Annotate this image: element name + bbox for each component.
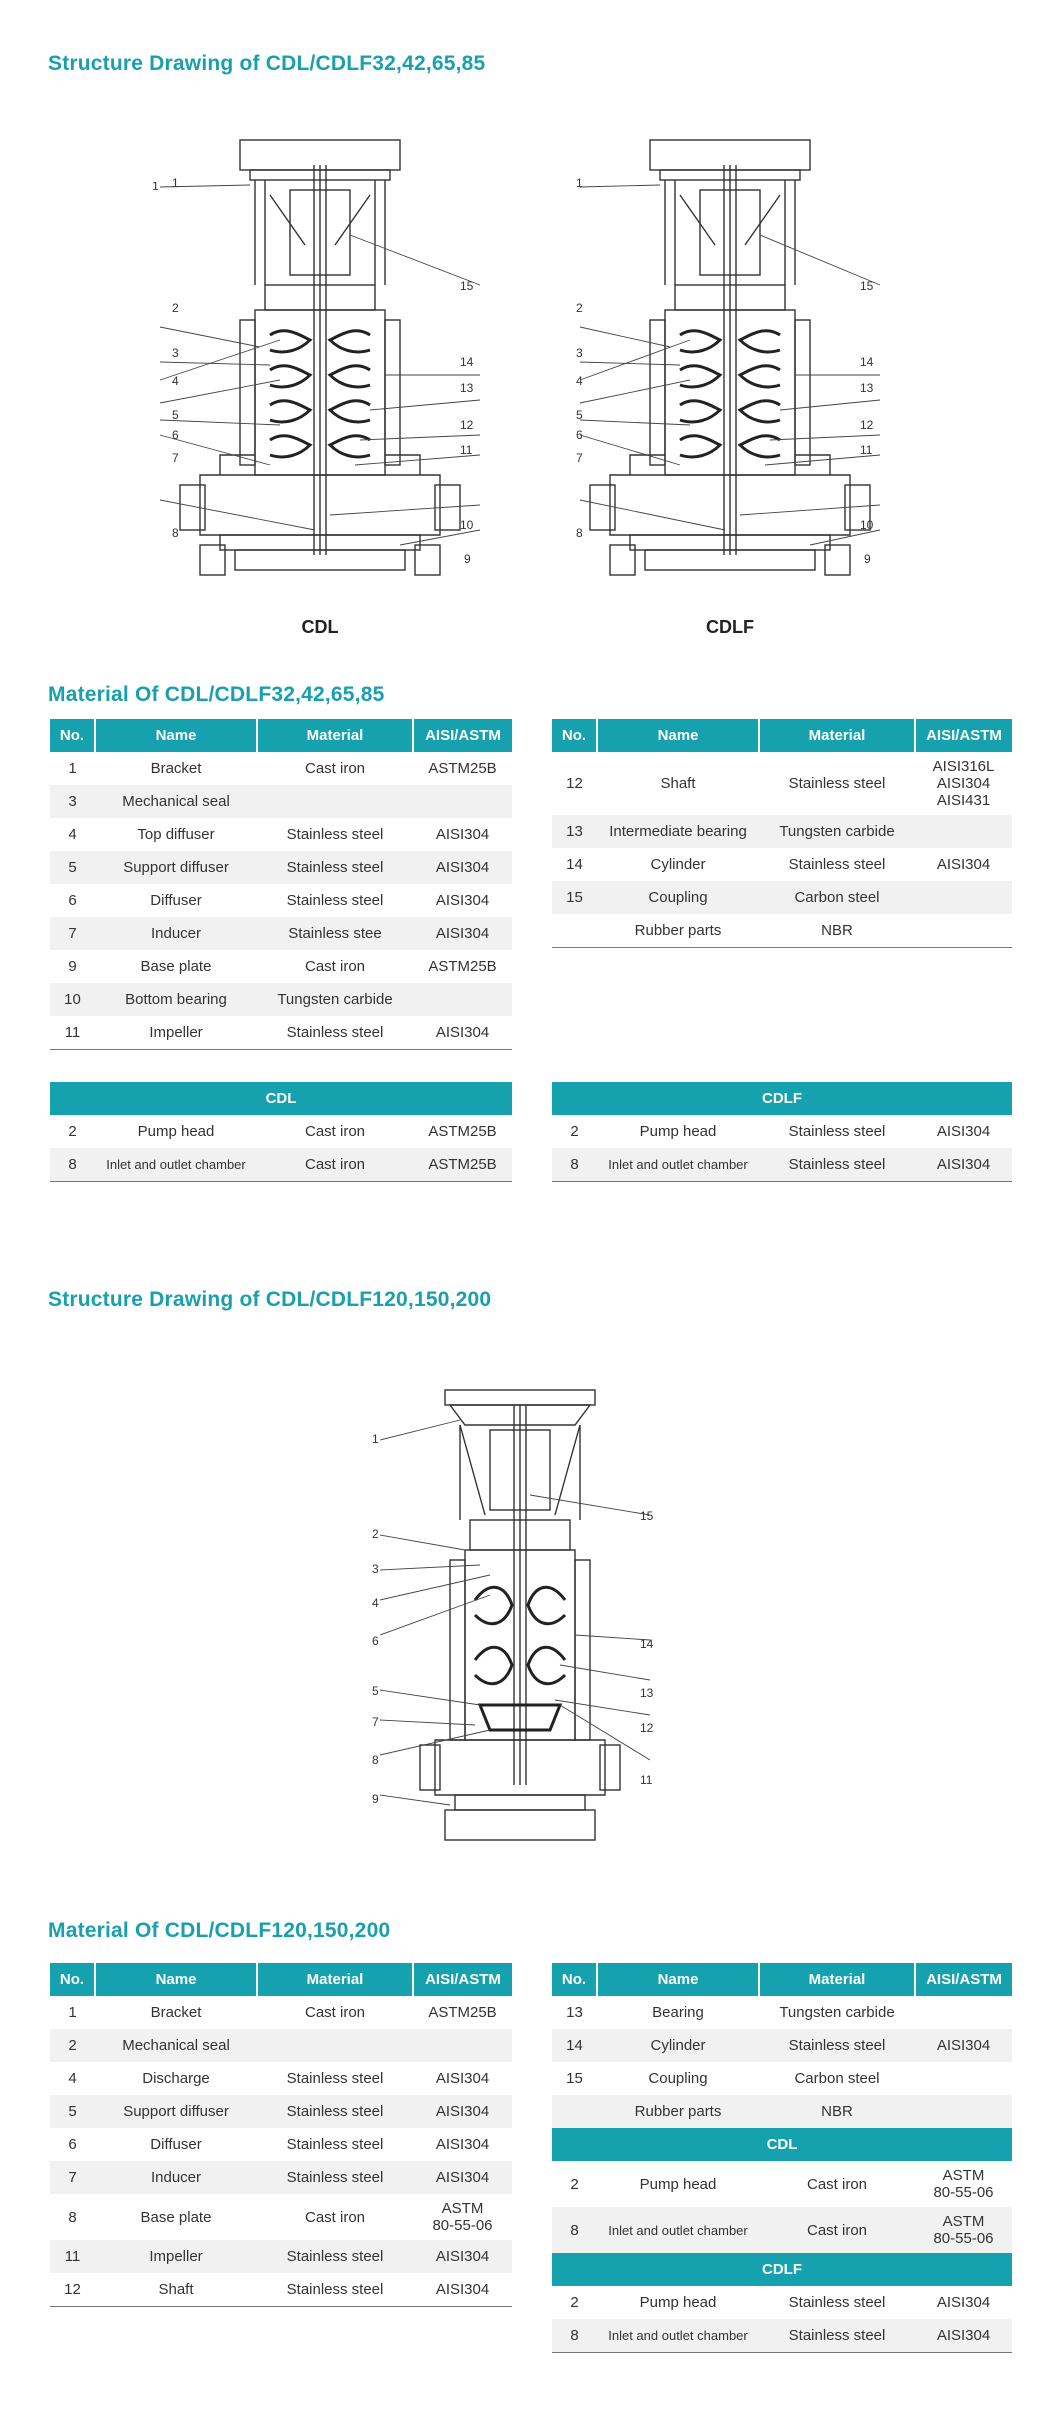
callout: 11 <box>460 443 473 457</box>
pump-drawing-cdlf <box>580 135 900 615</box>
callout: 7 <box>372 1715 379 1729</box>
aisi-cell: AISI304 <box>915 2029 1012 2062</box>
table-row <box>50 2194 512 2240</box>
callout: 12 <box>640 1721 654 1735</box>
aisi-cell: AISI304 <box>936 2294 991 2311</box>
no-cell: 8 <box>552 2319 597 2353</box>
material-cell: Cast iron <box>806 2175 868 2193</box>
callout: 10 <box>460 518 474 532</box>
table-row <box>50 2029 512 2062</box>
material-cell: Stainless stee <box>257 917 413 950</box>
cdl-band: CDL <box>50 1082 512 1115</box>
header-name-cell: Name <box>95 1963 257 1996</box>
name-cell: Bracket <box>150 760 202 777</box>
material-cell <box>257 785 413 818</box>
no-cell: 15 <box>552 881 597 914</box>
aisi-cell: ASTM25B <box>428 2004 497 2021</box>
no-cell: 7 <box>50 917 95 950</box>
material1-right-table <box>552 719 1012 948</box>
name-cell: Discharge <box>142 2070 210 2087</box>
name-cell: Coupling <box>648 2070 708 2087</box>
callout: 6 <box>172 428 179 442</box>
callout: 8 <box>372 1753 379 1767</box>
callout: 14 <box>460 355 474 369</box>
aisi-cell: AISI304 <box>413 2095 512 2128</box>
aisi-cell: ASTM 80-55-06 <box>933 2167 994 2201</box>
material-cell: Stainless steel <box>257 2095 413 2128</box>
no-cell: 13 <box>552 815 597 848</box>
name-cell: Intermediate bearing <box>597 815 759 848</box>
name-cell: Inducer <box>95 2161 257 2194</box>
material-cell: NBR <box>759 914 915 948</box>
header-aisi-cell: AISI/ASTM <box>915 719 1012 752</box>
caption-cdlf: CDLF <box>706 617 754 637</box>
callout: 9 <box>372 1792 379 1806</box>
callout: 13 <box>860 381 874 395</box>
callout: 4 <box>576 374 583 388</box>
no-cell: 2 <box>570 2294 579 2311</box>
name-cell: Support diffuser <box>95 851 257 884</box>
header-name-cell: Name <box>95 719 257 752</box>
header-name-cell: Name <box>597 1963 759 1996</box>
header-material-cell: Material <box>257 719 413 752</box>
no-cell: 6 <box>68 2136 77 2153</box>
material-cell: Tungsten carbide <box>257 983 413 1016</box>
pump-drawing-120 <box>380 1385 653 1865</box>
material-cell: Cast iron <box>257 1148 413 1182</box>
material-cell: Carbon steel <box>794 2070 880 2087</box>
callout: 2 <box>576 301 583 315</box>
no-cell <box>552 914 597 948</box>
table-body <box>552 752 1012 948</box>
table-body <box>50 752 512 1050</box>
name-cell: Inducer <box>95 917 257 950</box>
name-cell: Inlet and outlet chamber <box>597 2319 759 2353</box>
material2-title: Material Of CDL/CDLF120,150,200 <box>48 1919 391 1942</box>
cdl-structure-drawing <box>152 135 480 615</box>
material1-cdlf-table <box>552 1082 1012 1182</box>
header-material-cell: Material <box>759 719 915 752</box>
material-cell: Stainless steel <box>759 2319 915 2353</box>
material-cell: Cast iron <box>304 760 366 777</box>
no-cell: 1 <box>68 760 77 777</box>
material-cell: Stainless steel <box>257 1016 413 1050</box>
callout: 14 <box>640 1637 654 1651</box>
name-cell: Cylinder <box>597 2029 759 2062</box>
header-material-cell: Material <box>257 1963 413 1996</box>
aisi-cell: AISI304 <box>413 2240 512 2273</box>
callout: 3 <box>576 346 583 360</box>
material-cell: Stainless steel <box>759 2029 915 2062</box>
name-cell: Base plate <box>140 2208 212 2226</box>
cdlf-band: CDLF <box>552 1082 1012 1115</box>
aisi-cell: AISI304 <box>435 892 490 909</box>
callout: 11 <box>640 1773 653 1787</box>
callout: 5 <box>172 408 179 422</box>
no-cell: 5 <box>50 2095 95 2128</box>
callout: 9 <box>864 552 871 566</box>
table-row <box>552 2319 1012 2353</box>
name-cell: Inlet and outlet chamber <box>597 2207 759 2253</box>
table-row <box>552 1996 1012 2029</box>
table-body <box>50 1996 512 2307</box>
material2-right-table <box>552 1963 1012 2353</box>
material-cell <box>257 2029 413 2062</box>
callout: 7 <box>172 451 179 465</box>
header-no-cell: No. <box>50 719 95 752</box>
callout: 11 <box>860 443 873 457</box>
callout: 5 <box>372 1684 379 1698</box>
material-cell: Tungsten carbide <box>759 815 915 848</box>
table-header <box>552 719 1012 752</box>
material-cell: Stainless steel <box>286 892 384 909</box>
callout: 1 <box>576 176 583 190</box>
header-no-cell: No. <box>552 719 597 752</box>
table-row <box>552 2161 1012 2207</box>
name-cell: Pump head <box>137 1123 215 1140</box>
table-row <box>50 1115 512 1148</box>
aisi-cell: AISI304 <box>435 826 490 843</box>
table-row <box>50 2095 512 2128</box>
name-cell: Pump head <box>639 2175 717 2193</box>
table-row <box>552 2207 1012 2253</box>
table-row <box>50 2273 512 2307</box>
table-row <box>552 848 1012 881</box>
material-cell: Cast iron <box>304 2004 366 2021</box>
table-row <box>552 2062 1012 2095</box>
band-label: CDL <box>552 2128 1012 2161</box>
header-row <box>50 1963 512 1996</box>
name-cell: Support diffuser <box>95 2095 257 2128</box>
callout: 8 <box>576 526 583 540</box>
no-cell: 11 <box>50 1016 95 1050</box>
no-cell: 5 <box>50 851 95 884</box>
no-cell: 3 <box>50 785 95 818</box>
callout: 14 <box>860 355 874 369</box>
table-row <box>50 950 512 983</box>
aisi-cell <box>915 881 1012 914</box>
name-cell: Coupling <box>597 881 759 914</box>
aisi-cell <box>413 983 512 1016</box>
cdl-120-structure-drawing <box>380 1385 653 1865</box>
callout: 5 <box>576 408 583 422</box>
material-cell: Tungsten carbide <box>779 2004 895 2021</box>
table-body <box>50 1115 512 1182</box>
header-row <box>552 719 1012 752</box>
table-row <box>552 752 1012 815</box>
table-row <box>50 917 512 950</box>
table-row <box>50 752 512 785</box>
material-cell: Cast iron <box>759 2207 915 2253</box>
header-row <box>50 719 512 752</box>
header-no-cell: No. <box>50 1963 95 1996</box>
callout: 8 <box>172 526 179 540</box>
aisi-cell: AISI304 <box>435 2136 490 2153</box>
no-cell: 2 <box>68 1123 77 1140</box>
header-no-cell: No. <box>552 1963 597 1996</box>
material-cell: NBR <box>759 2095 915 2128</box>
cdlf-structure-drawing <box>580 135 900 615</box>
name-cell: Inlet and outlet chamber <box>597 1148 759 1182</box>
material-cell: Stainless steel <box>257 2161 413 2194</box>
name-cell: Diffuser <box>150 892 202 909</box>
no-cell: 8 <box>50 1148 95 1182</box>
material-cell: Stainless steel <box>257 851 413 884</box>
band-row <box>552 2128 1012 2161</box>
aisi-cell <box>413 785 512 818</box>
table-row <box>50 785 512 818</box>
aisi-cell: AISI304 <box>413 2161 512 2194</box>
table-header <box>50 1963 512 1996</box>
no-cell <box>552 2095 597 2128</box>
material-cell: Stainless steel <box>788 775 886 792</box>
band-row <box>552 2253 1012 2286</box>
name-cell: Inlet and outlet chamber <box>95 1148 257 1182</box>
name-cell: Bracket <box>150 2004 202 2021</box>
material-cell: Cast iron <box>304 2208 366 2226</box>
name-cell: Rubber parts <box>597 2095 759 2128</box>
no-cell: 13 <box>566 2004 583 2021</box>
material-cell: Stainless steel <box>286 2136 384 2153</box>
material-cell: Stainless steel <box>759 1148 915 1182</box>
material-cell: Stainless steel <box>286 2070 384 2087</box>
callout: 9 <box>464 552 471 566</box>
aisi-cell: AISI316L AISI304 AISI431 <box>932 758 995 809</box>
no-cell: 12 <box>50 2273 95 2307</box>
table-row <box>50 1016 512 1050</box>
table-row <box>50 2240 512 2273</box>
header-aisi-cell: AISI/ASTM <box>413 1963 512 1996</box>
section2-title: Structure Drawing of CDL/CDLF120,150,200 <box>48 1288 492 1311</box>
name-cell: Pump head <box>639 2294 717 2311</box>
no-cell: 8 <box>552 1148 597 1182</box>
name-cell: Mechanical seal <box>95 2029 257 2062</box>
callout: 15 <box>640 1509 654 1523</box>
no-cell: 2 <box>50 2029 95 2062</box>
aisi-cell: ASTM 80-55-06 <box>915 2207 1012 2253</box>
callout: 13 <box>640 1686 654 1700</box>
aisi-cell: AISI304 <box>413 917 512 950</box>
callout: 2 <box>172 301 179 315</box>
aisi-cell: AISI304 <box>435 2070 490 2087</box>
aisi-cell: AISI304 <box>936 1123 991 1140</box>
name-cell: Cylinder <box>650 856 706 873</box>
no-cell: 1 <box>68 2004 77 2021</box>
aisi-cell: AISI304 <box>413 1016 512 1050</box>
material-cell: Cast iron <box>304 1123 366 1140</box>
no-cell: 15 <box>566 2070 583 2087</box>
name-cell: Shaft <box>660 775 696 792</box>
table-row <box>50 2128 512 2161</box>
material-cell: Stainless steel <box>788 1123 886 1140</box>
name-cell: Pump head <box>639 1123 717 1140</box>
name-cell: Mechanical seal <box>95 785 257 818</box>
material1-title: Material Of CDL/CDLF32,42,65,85 <box>48 683 385 706</box>
aisi-cell: AISI304 <box>915 1148 1012 1182</box>
header-material-cell: Material <box>759 1963 915 1996</box>
no-cell: 4 <box>68 826 77 843</box>
no-cell: 2 <box>570 2175 579 2193</box>
no-cell: 8 <box>552 2207 597 2253</box>
callout-1: 1 <box>152 180 159 193</box>
no-cell: 8 <box>68 2208 77 2226</box>
table-row <box>552 2029 1012 2062</box>
aisi-cell: AISI304 <box>936 856 991 873</box>
header-name-cell: Name <box>597 719 759 752</box>
callout: 12 <box>860 418 874 432</box>
aisi-cell: ASTM25B <box>428 760 497 777</box>
callout: 7 <box>576 451 583 465</box>
header-aisi-cell: AISI/ASTM <box>915 1963 1012 1996</box>
material2-left-table <box>50 1963 512 2307</box>
aisi-cell <box>915 914 1012 948</box>
material-cell: Stainless steel <box>257 2240 413 2273</box>
name-cell: Bearing <box>652 2004 704 2021</box>
callout: 1 <box>372 1432 379 1446</box>
header-row <box>552 1963 1012 1996</box>
aisi-cell: AISI304 <box>413 851 512 884</box>
no-cell: 7 <box>50 2161 95 2194</box>
aisi-cell <box>413 2029 512 2062</box>
name-cell: Impeller <box>95 2240 257 2273</box>
aisi-cell: AISI304 <box>915 2319 1012 2353</box>
caption-cdl: CDL <box>301 617 339 637</box>
no-cell: 12 <box>566 775 583 792</box>
table-row <box>552 1115 1012 1148</box>
table-row <box>552 914 1012 948</box>
name-cell: Rubber parts <box>597 914 759 948</box>
band-label: CDLF <box>552 2253 1012 2286</box>
name-cell: Top diffuser <box>137 826 215 843</box>
callout: 6 <box>576 428 583 442</box>
callout: 15 <box>460 279 474 293</box>
table-row <box>50 1996 512 2029</box>
callout: 10 <box>860 518 874 532</box>
name-cell: Impeller <box>95 1016 257 1050</box>
table-row <box>552 1148 1012 1182</box>
material-cell: Stainless steel <box>257 2273 413 2307</box>
callout: 15 <box>860 279 874 293</box>
table-row <box>50 851 512 884</box>
aisi-cell <box>915 2095 1012 2128</box>
callout: 3 <box>172 346 179 360</box>
table-row <box>50 983 512 1016</box>
no-cell: 4 <box>68 2070 77 2087</box>
no-cell: 11 <box>50 2240 95 2273</box>
material-cell: Stainless steel <box>788 2294 886 2311</box>
name-cell: Shaft <box>95 2273 257 2307</box>
header-aisi-cell: AISI/ASTM <box>413 719 512 752</box>
aisi-cell <box>915 1996 1012 2029</box>
material-cell: Stainless steel <box>286 826 384 843</box>
table-body <box>552 1996 1012 2353</box>
table-row <box>50 818 512 851</box>
no-cell: 10 <box>50 983 95 1016</box>
callout: 2 <box>372 1527 379 1541</box>
callout: 1 <box>172 176 179 190</box>
aisi-cell: AISI304 <box>413 2273 512 2307</box>
callout: 4 <box>172 374 179 388</box>
material1-cdl-table <box>50 1082 512 1182</box>
table-row <box>50 884 512 917</box>
aisi-cell <box>915 2062 1012 2095</box>
table-row <box>552 2095 1012 2128</box>
no-cell: 9 <box>68 958 77 975</box>
callout: 13 <box>460 381 474 395</box>
aisi-cell: ASTM25B <box>428 958 497 975</box>
no-cell: 14 <box>552 2029 597 2062</box>
callout: 4 <box>372 1596 379 1610</box>
name-cell: Diffuser <box>150 2136 202 2153</box>
aisi-cell <box>915 815 1012 848</box>
no-cell: 14 <box>566 856 583 873</box>
no-cell: 6 <box>68 892 77 909</box>
no-cell: 2 <box>570 1123 579 1140</box>
table-row <box>50 2062 512 2095</box>
callout: 12 <box>460 418 474 432</box>
table-row <box>552 2286 1012 2319</box>
table-header <box>552 1963 1012 1996</box>
table-row <box>552 881 1012 914</box>
aisi-cell: ASTM25B <box>413 1148 512 1182</box>
name-cell: Bottom bearing <box>95 983 257 1016</box>
name-cell: Base plate <box>140 958 212 975</box>
material-cell: Cast iron <box>304 958 366 975</box>
pump-drawing-cdl <box>152 135 480 615</box>
table-row <box>50 1148 512 1182</box>
table-row <box>552 815 1012 848</box>
table-header <box>50 719 512 752</box>
table-row <box>50 2161 512 2194</box>
aisi-cell: ASTM 80-55-06 <box>432 2200 493 2234</box>
callout: 3 <box>372 1562 379 1576</box>
aisi-cell: ASTM25B <box>428 1123 497 1140</box>
table-body <box>552 1115 1012 1182</box>
material1-left-table <box>50 719 512 1050</box>
section1-title: Structure Drawing of CDL/CDLF32,42,65,85 <box>48 52 486 75</box>
material-cell: Stainless steel <box>788 856 886 873</box>
material-cell: Carbon steel <box>759 881 915 914</box>
callout: 6 <box>372 1634 379 1648</box>
